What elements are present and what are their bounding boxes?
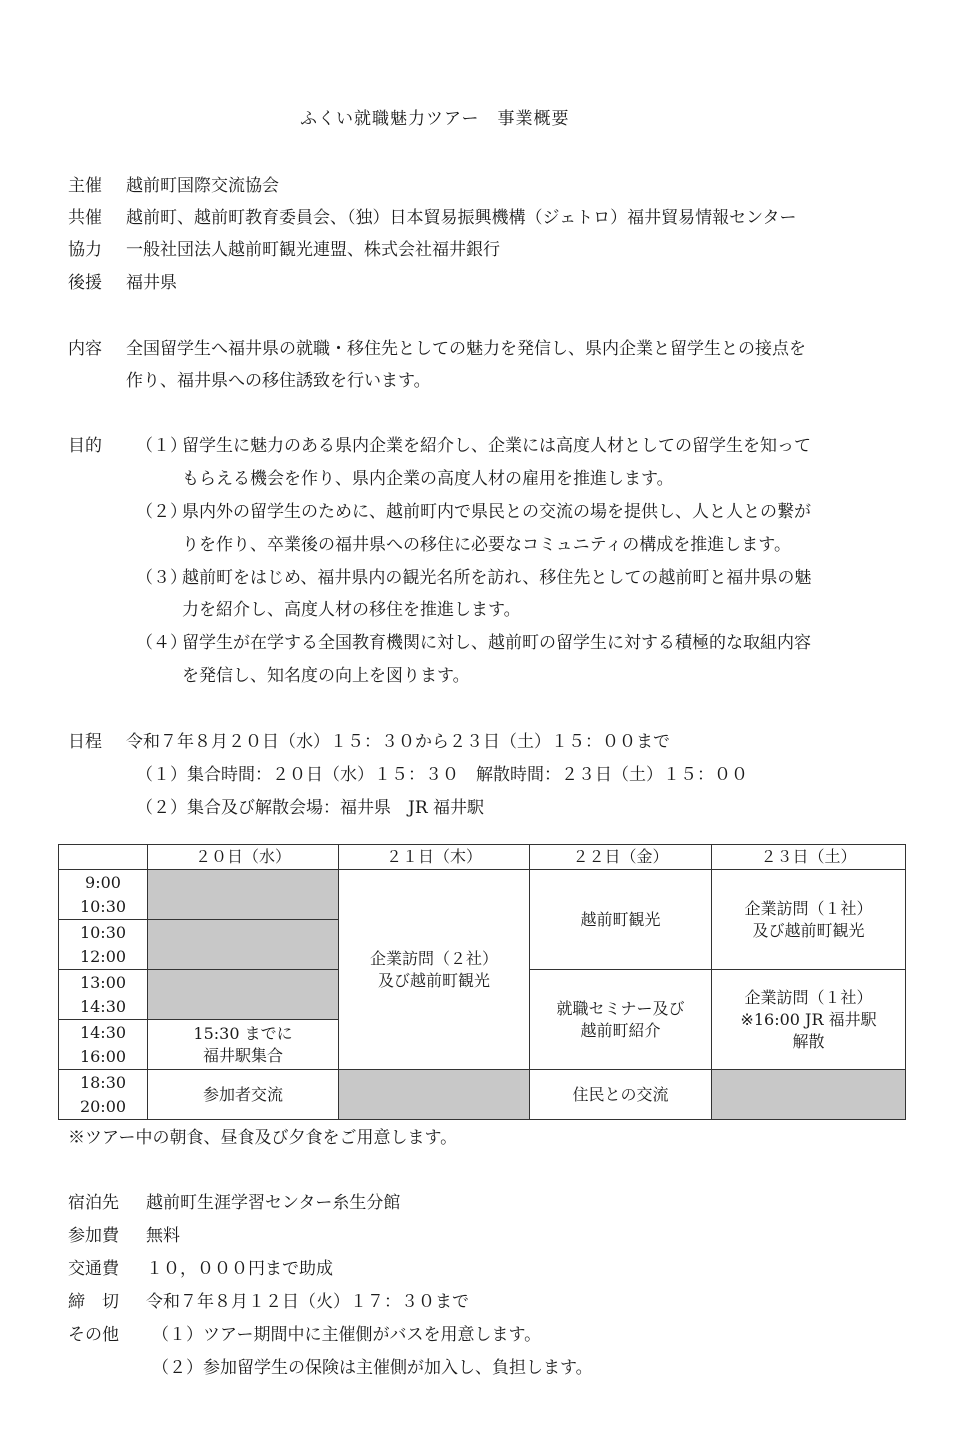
transport-label: 交通費 [68, 1259, 119, 1279]
empty-cell [148, 920, 339, 970]
schedule-label: 日程 [68, 732, 102, 752]
meals-note: ※ツアー中の朝食、昼食及び夕食をご用意します。 [68, 1128, 458, 1148]
table-row [59, 870, 906, 920]
d21-visit-line-1: 企業訪問（２社） [369, 948, 498, 968]
table-header-blank [59, 845, 148, 870]
time-slot-3-start: 13:00 [79, 972, 127, 992]
co-organizer-label: 共催 [68, 208, 102, 228]
d23-final-line-3: 解散 [792, 1031, 825, 1051]
time-slot-4-end: 16:00 [79, 1046, 127, 1066]
cooperation-label: 協力 [68, 240, 102, 260]
d22-exchange-cell: 住民との交流 [530, 1070, 712, 1120]
fee-value: 無料 [146, 1226, 180, 1246]
d20-gather-line-2: 福井駅集合 [202, 1045, 283, 1065]
purpose-1-number: （１） [136, 436, 187, 456]
purpose-2-line-2: りを作り、卒業後の福井県への移住に必要なコミュニティの構成を推進します。 [182, 535, 791, 555]
purpose-2-number: （２） [136, 502, 187, 522]
organizer-label: 主催 [68, 176, 102, 196]
table-header-day-22: ２２日（金） [530, 845, 712, 870]
table-header-row [59, 845, 906, 870]
purpose-3-line-1: 越前町をはじめ、福井県内の観光名所を訪れ、移住先としての越前町と福井県の魅 [182, 568, 812, 588]
empty-cell [712, 1070, 906, 1120]
support-label: 後援 [68, 273, 102, 293]
purpose-3-line-2: 力を紹介し、高度人材の移住を推進します。 [182, 600, 521, 620]
table-header-day-20: ２０日（水） [148, 845, 339, 870]
time-slot-5-start: 18:30 [79, 1072, 127, 1092]
purpose-4-line-2: を発信し、知名度の向上を図ります。 [182, 666, 470, 686]
time-slot-5-end: 20:00 [79, 1096, 127, 1116]
content-line-1: 全国留学生へ福井県の就職・移住先としての魅力を発信し、県内企業と留学生との接点を [126, 339, 806, 359]
time-slot-1-start: 9:00 [85, 872, 121, 892]
d22-seminar-line-1: 就職セミナー及び [556, 998, 685, 1018]
co-organizer-value: 越前町、越前町教育委員会、（独）日本貿易振興機構（ジェトロ）福井貿易情報センター [126, 208, 797, 228]
d23-final-line-2: ※16:00 JR 福井駅 [740, 1009, 877, 1029]
purpose-1-line-2: もらえる機会を作り、県内企業の高度人材の雇用を推進します。 [182, 469, 674, 489]
table-header-day-23: ２３日（土） [712, 845, 906, 870]
purpose-3-number: （３） [136, 568, 187, 588]
lodging-label: 宿泊先 [68, 1193, 119, 1213]
other-label: その他 [68, 1325, 119, 1345]
cooperation-value: 一般社団法人越前町観光連盟、株式会社福井銀行 [126, 240, 500, 260]
time-slot-4 [59, 1020, 148, 1070]
time-slot-3-end: 14:30 [79, 996, 127, 1016]
time-slot-4-start: 14:30 [79, 1022, 127, 1042]
d23-final-line-1: 企業訪問（１社） [744, 987, 873, 1007]
d21-visit-line-2: 及び越前町観光 [377, 970, 490, 990]
other-item-1: （１）ツアー期間中に主催側がバスを用意します。 [152, 1325, 542, 1345]
time-slot-2 [59, 920, 148, 970]
time-slot-5 [59, 1070, 148, 1120]
page-title: ふくい就職魅力ツアー 事業概要 [300, 109, 570, 129]
organizer-value: 越前町国際交流協会 [126, 176, 279, 196]
time-slot-3 [59, 970, 148, 1020]
time-slot-2-end: 12:00 [79, 946, 127, 966]
table-row [59, 1070, 906, 1120]
time-slot-1 [59, 870, 148, 920]
table-header-day-21: ２１日（木） [339, 845, 530, 870]
transport-value: １０，０００円まで助成 [146, 1259, 333, 1279]
d21-company-visit-cell [339, 870, 530, 1070]
schedule-value: 令和７年８月２０日（水）１５：３０から２３日（土）１５：００まで [126, 732, 670, 752]
d23-final-cell [712, 970, 906, 1070]
time-slot-1-end: 10:30 [79, 896, 127, 916]
d22-tour-cell: 越前町観光 [530, 870, 712, 970]
empty-cell [148, 970, 339, 1020]
deadline-label: 締 切 [68, 1292, 119, 1312]
purpose-1-line-1: 留学生に魅力のある県内企業を紹介し、企業には高度人材としての留学生を知って [182, 436, 811, 456]
schedule-meeting-time: （１）集合時間：２０日（水）１５：３０ 解散時間：２３日（土）１５：００ [136, 765, 748, 785]
content-label: 内容 [68, 339, 102, 359]
lodging-value: 越前町生涯学習センター糸生分館 [146, 1193, 401, 1213]
purpose-4-number: （４） [136, 633, 187, 653]
deadline-value: 令和７年８月１２日（火）１７：３０まで [146, 1292, 469, 1312]
support-value: 福井県 [126, 273, 177, 293]
schedule-table [58, 844, 906, 1120]
d22-seminar-cell [530, 970, 712, 1070]
d22-seminar-line-2: 越前町紹介 [580, 1020, 661, 1040]
time-slot-2-start: 10:30 [79, 922, 127, 942]
purpose-label: 目的 [68, 436, 102, 456]
purpose-4-line-1: 留学生が在学する全国教育機関に対し、越前町の留学生に対する積極的な取組内容 [182, 633, 811, 653]
d23-visit-cell [712, 870, 906, 970]
d20-exchange-cell: 参加者交流 [148, 1070, 339, 1120]
d23-visit-line-2: 及び越前町観光 [752, 920, 865, 940]
content-line-2: 作り、福井県への移住誘致を行います。 [126, 371, 431, 391]
purpose-2-line-1: 県内外の留学生のために、越前町内で県民との交流の場を提供し、人と人との繋が [182, 502, 811, 522]
d20-gather-line-1: 15:30 までに [193, 1023, 293, 1043]
empty-cell [339, 1070, 530, 1120]
d20-gather-cell [148, 1020, 339, 1070]
schedule-venue: （２）集合及び解散会場：福井県 JR 福井駅 [136, 798, 485, 818]
d23-visit-line-1: 企業訪問（１社） [744, 898, 873, 918]
fee-label: 参加費 [68, 1226, 119, 1246]
empty-cell [148, 870, 339, 920]
other-item-2: （２）参加留学生の保険は主催側が加入し、負担します。 [152, 1358, 593, 1378]
